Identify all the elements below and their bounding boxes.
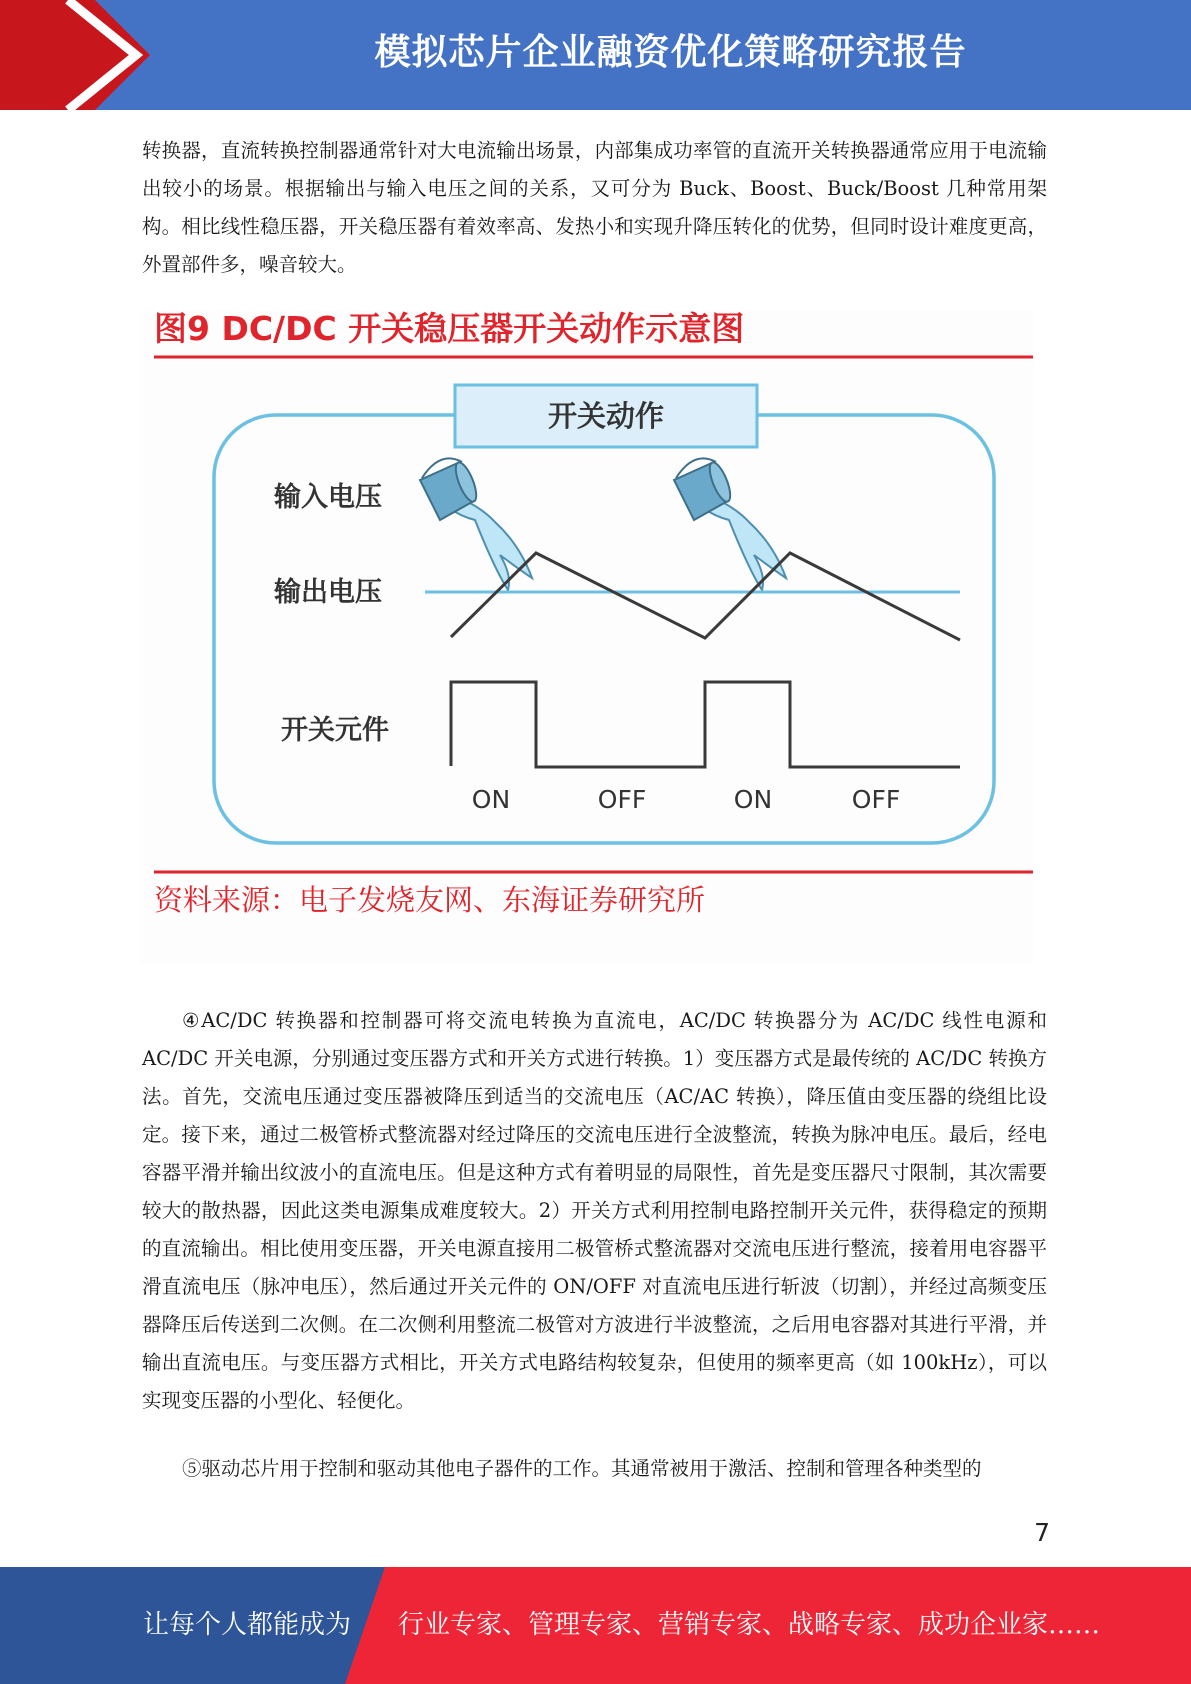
diagram-frame [214,415,994,843]
state-label-off: OFF [597,785,647,814]
switch-square-wave [451,682,960,767]
page-number: 7 [1034,1518,1050,1547]
bucket-icon [420,458,532,590]
body-paragraph-3: ⑤驱动芯片用于控制和驱动其他电子器件的工作。其通常被用于激活、控制和管理各种类型的 [182,1457,982,1480]
state-label-off: OFF [851,785,901,814]
state-label-on: ON [471,785,511,814]
switch-element-label: 开关元件 [281,715,389,746]
bucket-icon [674,458,786,590]
switch-action-label: 开关动作 [547,399,665,433]
body-paragraph-1: 转换器，直流转换控制器通常针对大电流输出场景，内部集成功率管的直流开关转换器通常应用于电流输出较小的场景。根据输出与输入电压之间的关系，又可分为 Buck、Boost、Buck/Boost 几种常用架构。相比线性稳压器，开关稳压器有着效率高、发热小和实现升降压转化的优势，但同时设计难度更高，外置部件多，噪音较大。 [142,139,1047,276]
output-voltage-label: 输出电压 [274,577,382,608]
header-arrow-decoration [0,0,150,110]
footer-slogan-right: 行业专家、管理专家、营销专家、战略专家、成功企业家…… [398,1610,1101,1640]
figure-9 [140,310,1033,964]
report-title: 模拟芯片企业融资优化策略研究报告 [374,32,967,73]
page-footer [0,1567,1191,1684]
footer-slogan-left: 让每个人都能成为 [143,1610,352,1640]
figure-diagram [140,310,1033,964]
figure-title: 图9 DC/DC 开关稳压器开关动作示意图 [154,310,745,348]
input-voltage-label: 输入电压 [274,482,382,513]
state-label-on: ON [733,785,773,814]
figure-source: 资料来源：电子发烧友网、东海证券研究所 [154,883,706,917]
page-header [0,0,1191,110]
body-paragraph-2: ④AC/DC 转换器和控制器可将交流电转换为直流电，AC/DC 转换器分为 AC/DC 线性电源和 AC/DC 开关电源，分别通过变压器方式和开关方式进行转换。1）变压器方式是最传统的 AC/DC 转换方法。首先，交流电压通过变压器被降压到适当的交流电压（AC/AC 转换），降压值由变压器的绕组比设定。接下来，通过二极管桥式整流器对经过降压的交流电压进行全波整流，转换为脉冲电压。最后，经电容器平滑并输出纹波小的直流电压。但是这种方式有着明显的局限性，首先是变压器尺寸限制，其次需要较大的散热器，因此这类电源集成难度较大。2）开关方式利用控制电路控制开关元件，获得稳定的预期的直流输出。相比使用变压器，开关电源直接用二极管桥式整流器对交流电压进行整流，接着用电容器平滑直流电压（脉冲电压），然后通过开关元件的 ON/OFF 对直流电压进行斩波（切割），并经过高频变压器降压后传送到二次侧。在二次侧利用整流二极管对方波进行半波整流，之后用电容器对其进行平滑，并输出直流电压。与变压器方式相比，开关方式电路结构较复杂，但使用的频率更高（如 100kHz），可以实现变压器的小型化、轻便化。 [142,1009,1047,1412]
